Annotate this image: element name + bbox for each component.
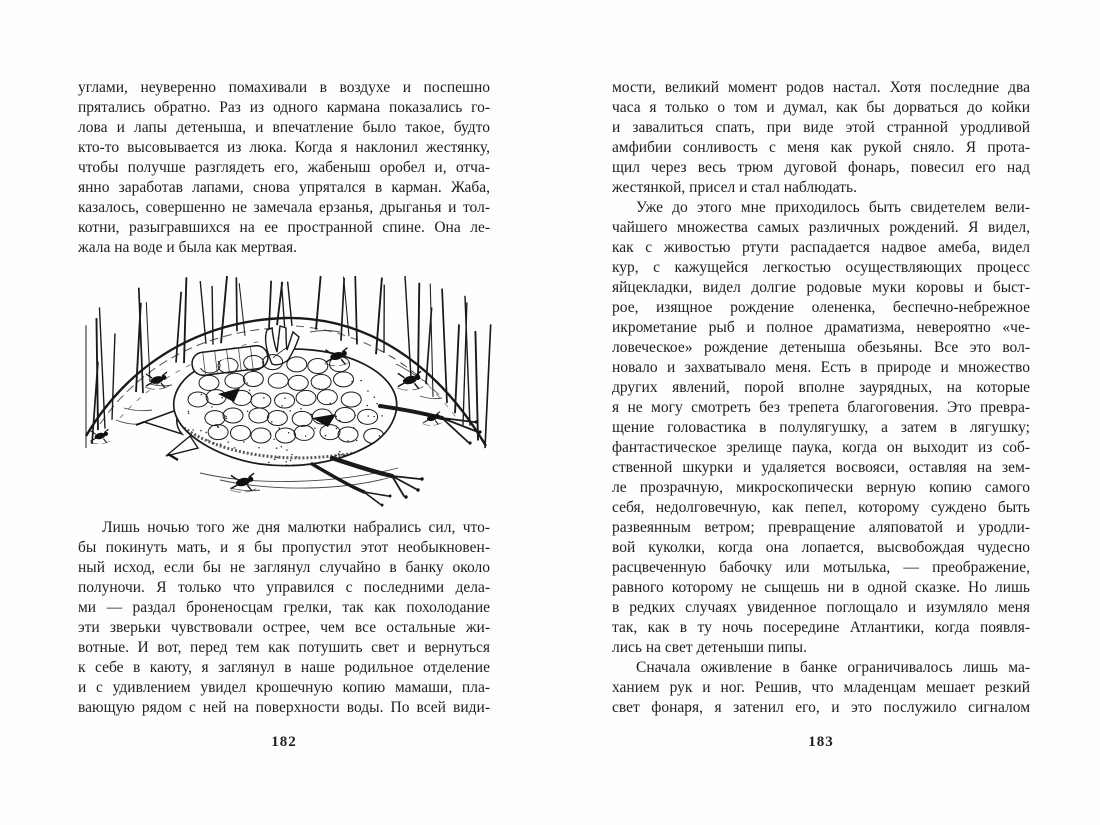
text-line: фантастическое зрелище паука, когда он выходит из соб- xyxy=(612,439,1030,456)
text-line: бы покинуть мать, и я бы пропустил этот необыкновен- xyxy=(78,539,490,556)
text-line: других явлений, порой вполне заурядных, на которые xyxy=(612,379,1030,396)
text-line: жала на воде и была как мертвая. xyxy=(78,239,297,256)
text-line: к себе в каюту, я заглянул в наше родильное отделение xyxy=(78,659,490,676)
text-line: вой куколки, когда она лопается, высвобождая чудесно xyxy=(612,539,1030,556)
text-line: Лишь ночью того же дня малютки набрались сил, что- xyxy=(102,519,490,536)
left-page-top-text xyxy=(78,78,490,258)
text-line: равного которому не сыщешь ни в одной сказке. Но лишь xyxy=(612,579,1030,596)
text-line: себя, недолговечную, как пепел, которому суждено быть xyxy=(612,499,1030,516)
text-line: ловеческое» рождение детеныша обезьяны. Все это вол- xyxy=(612,339,1030,356)
text-line: новало и захватывало меня. Есть в природе и множество xyxy=(612,359,1030,376)
text-line: вающую рядом с ней на поверхности воды. По всей види- xyxy=(78,699,490,716)
text-line: яйцекладки, видел долгие родовые муки коровы и быст- xyxy=(612,279,1030,296)
page-number-left: 182 xyxy=(271,734,297,750)
pipa-toad-illustration xyxy=(80,268,492,514)
text-line: Сначала оживление в банке ограничивалось лишь ма- xyxy=(636,659,1030,676)
text-line: чтобы получше разглядеть его, жабеныш оробел и, отча- xyxy=(78,159,490,176)
text-line: кто-то высовывается из люка. Когда я наклонил жестянку, xyxy=(78,139,490,156)
text-line: жестянкой, присел и стал наблюдать. xyxy=(612,179,858,196)
text-line: ный исход, если бы не заглянул случайно в банку около xyxy=(78,559,490,576)
text-line: и с удивлением увидел крошечную копию мамаши, пла- xyxy=(78,679,490,696)
text-line: лова и лапы детеныша, и впечатление было такое, будто xyxy=(78,119,490,136)
text-line: прятались обратно. Раз из одного кармана показались го- xyxy=(78,99,490,116)
right-page-text xyxy=(612,78,1030,718)
text-line: в редких случаях увиденное поглощало и изумляло меня xyxy=(612,599,1030,616)
text-line: мости, великий момент родов настал. Хотя последние два xyxy=(612,79,1030,96)
text-line: и завалиться спать, при виде этой странной уродливой xyxy=(612,119,1030,136)
text-line: свет фонаря, я затенил его, и это послужило сигналом xyxy=(612,699,1030,716)
text-line: Уже до этого мне приходилось быть свидетелем вели- xyxy=(636,199,1030,216)
text-line: икрометание рыб и полное драматизма, невероятно «че- xyxy=(612,319,1030,336)
text-line: котни, разыгравшихся на ее пространной спине. Она ле- xyxy=(78,219,490,236)
text-line: как с живостью ртути распадается надвое амеба, видел xyxy=(612,239,1030,256)
text-line: расцвеченную бабочку или мотылька, — преображение, xyxy=(612,559,1030,576)
text-line: ханием рук и ног. Решив, что младенцам мешает резкий xyxy=(612,679,1030,696)
text-line: полуночи. Я только что управился с последними дела- xyxy=(78,579,490,596)
text-line: амфибии сонливость с меня как рукой сняло. Я прота- xyxy=(612,139,1030,156)
text-line: казалось, совершенно не замечала ерзанья, дрыганья и тол- xyxy=(78,199,490,216)
text-line: я не могу смотреть без трепета благоговения. Это превра- xyxy=(612,399,1030,416)
text-line: щение головастика в полулягушку, а затем в лягушку; xyxy=(612,419,1030,436)
text-line: эти зверьки чувствовали острее, чем все остальные жи- xyxy=(78,619,490,636)
text-line: вотные. И вот, перед тем как потушить свет и вернуться xyxy=(78,639,490,656)
text-line: углами, неуверенно помахивали в воздухе и поспешно xyxy=(78,79,490,96)
text-line: ми — раздал броненосцам грелки, так как похолодание xyxy=(78,599,490,616)
text-line: янно заработав лапами, снова упрятался в карман. Жаба, xyxy=(78,179,490,196)
text-line: развеянным ветром; превращение аляповатой и уродли- xyxy=(612,519,1030,536)
text-line: ле прозрачную, микроскопически верную копию самого xyxy=(612,479,1030,496)
text-line: кур, с кажущейся легкостью осуществляющих процесс xyxy=(612,259,1030,276)
text-line: чайшего множества самых различных рождений. Я видел, xyxy=(612,219,1030,236)
text-line: так, как в ту ночь посередине Атлантики, когда появля- xyxy=(612,619,1030,636)
text-line: щил через весь трюм дуговой фонарь, повесил его над xyxy=(612,159,1030,176)
text-line: лись на свет детеныши пипы. xyxy=(612,639,807,656)
page-number-right: 183 xyxy=(808,734,834,750)
text-line: часа я только о том и думал, как бы дорваться до койки xyxy=(612,99,1030,116)
text-line: ственной шкурки и удаляется восвояси, оставляя на зем- xyxy=(612,459,1030,476)
left-page-bottom-text xyxy=(78,518,490,718)
text-line: рое, изящное рождение олененка, беспечно-небрежное xyxy=(612,299,1030,316)
